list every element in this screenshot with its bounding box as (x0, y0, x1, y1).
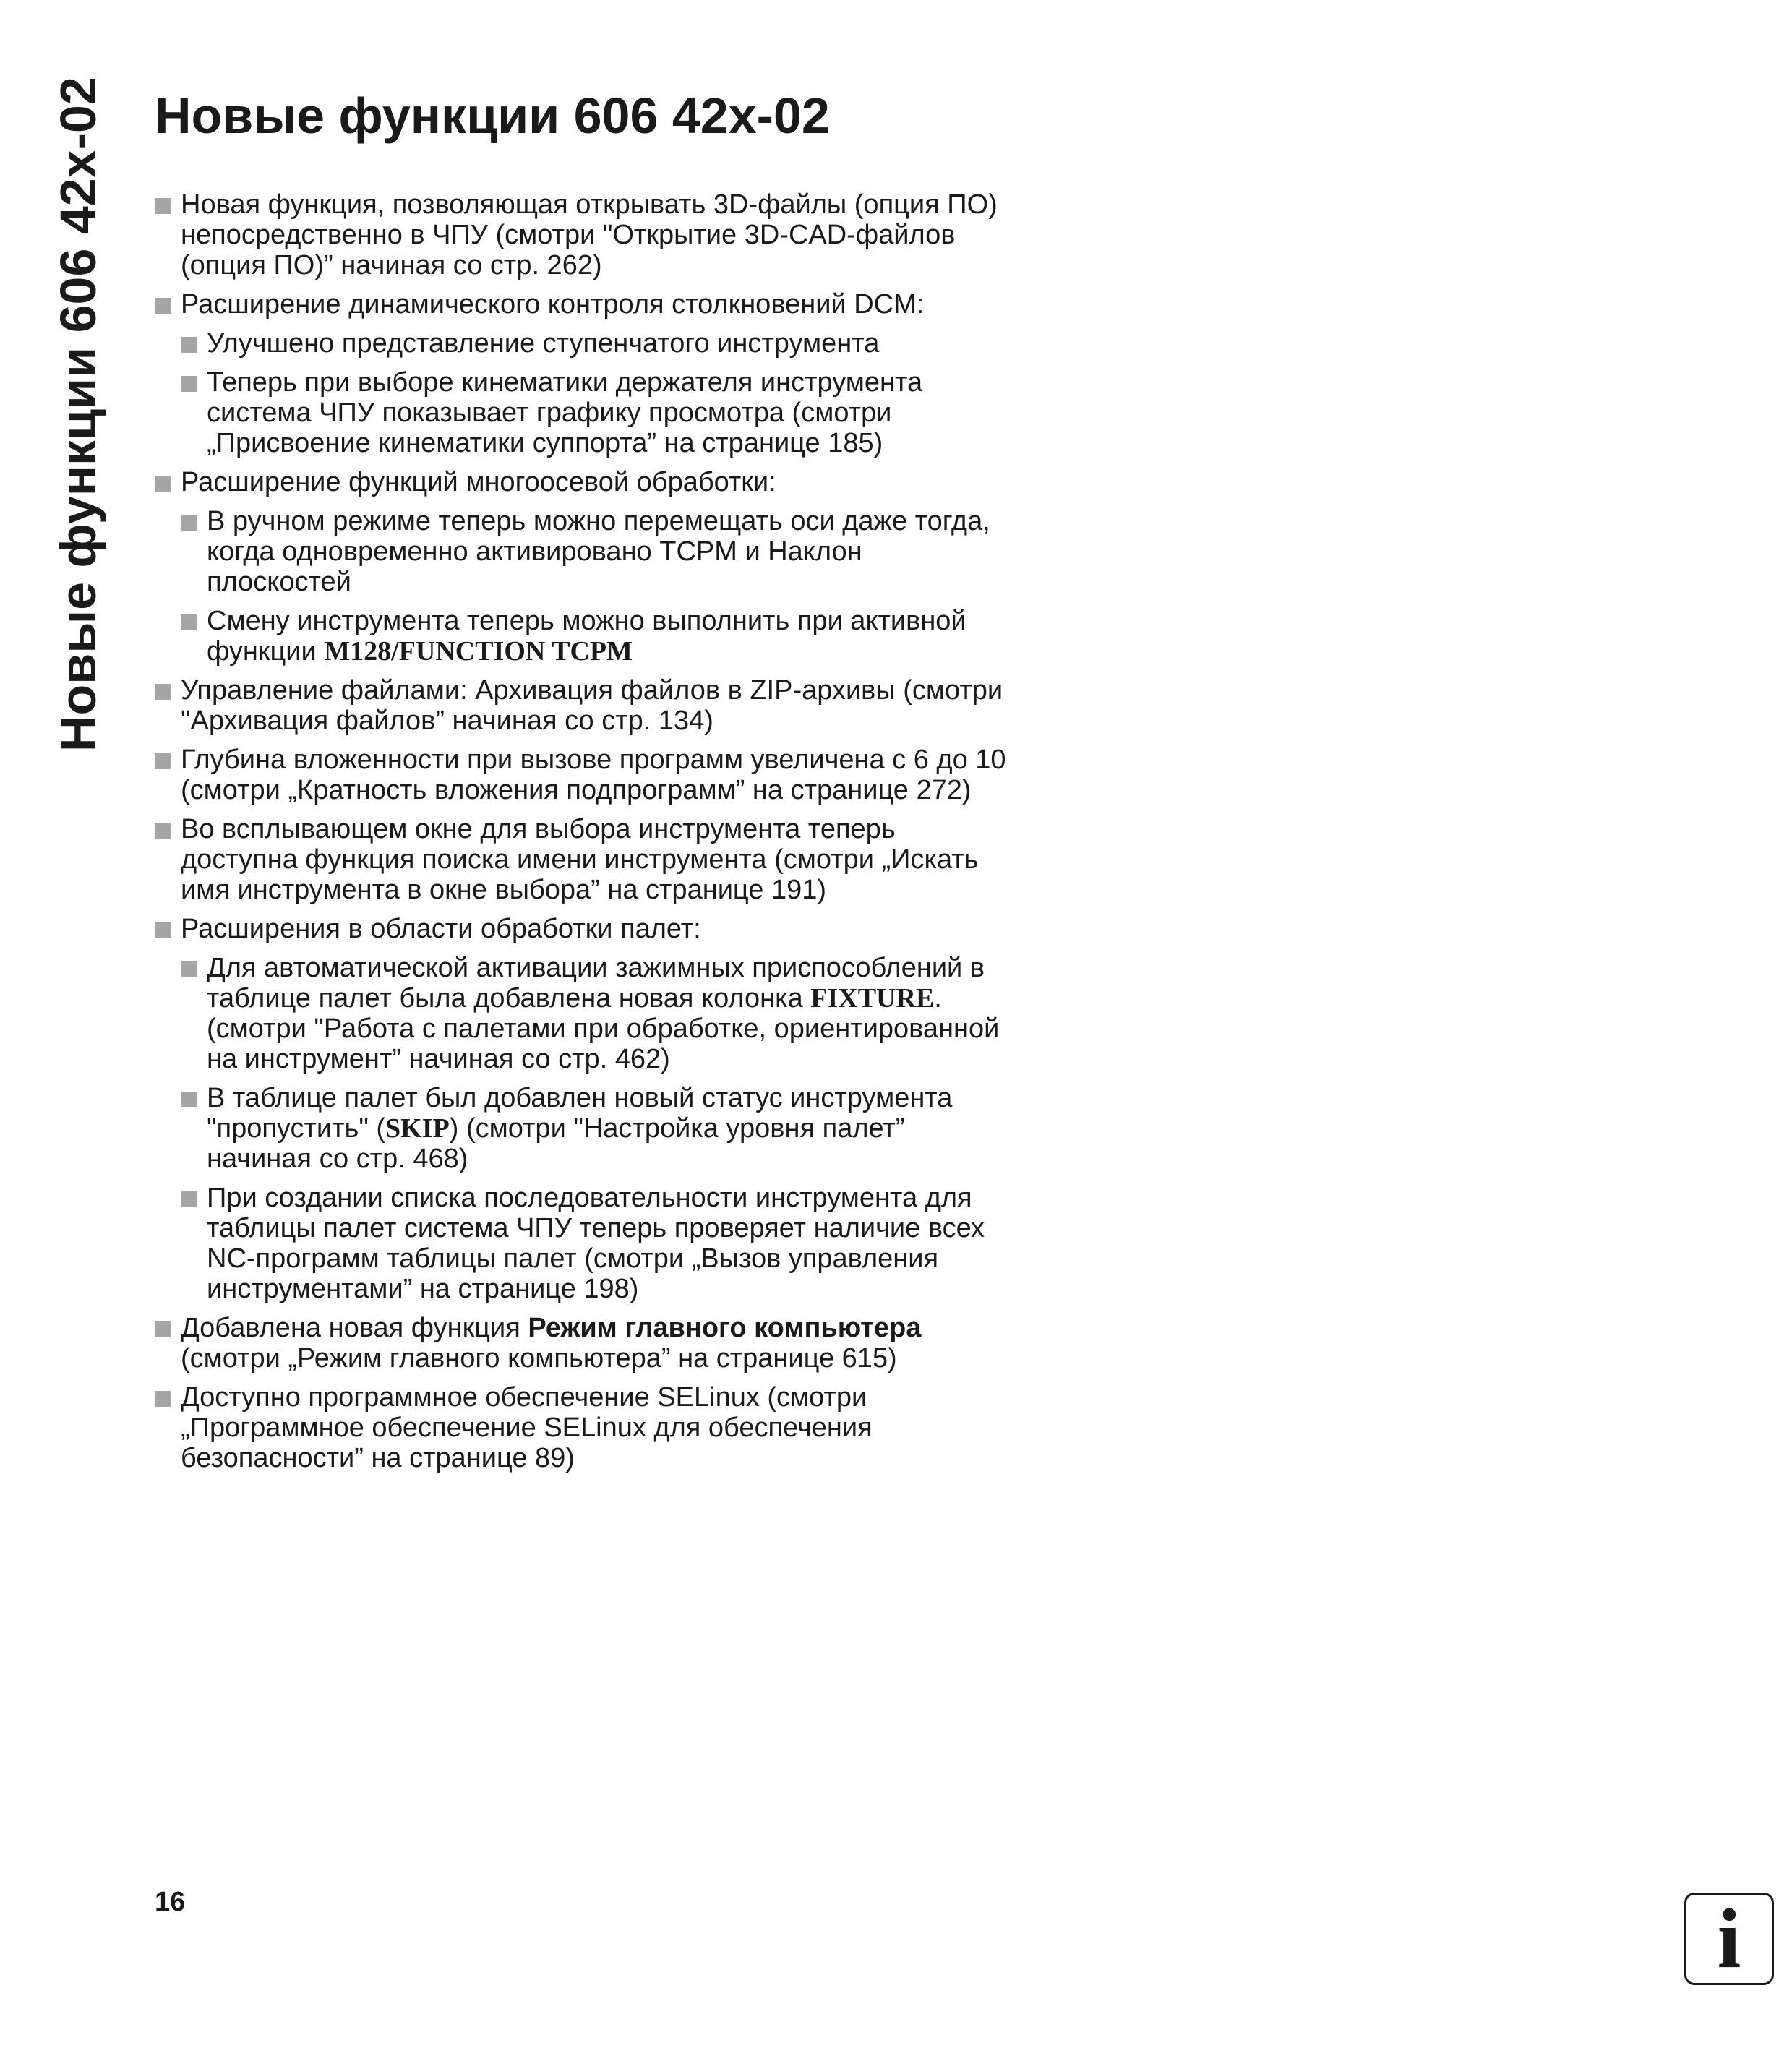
bold-term: Режим главного компьютера (528, 1313, 922, 1343)
list-item: Расширение динамического контроля столкновений DCM: Улучшено представление ступенчатого инструмента Теперь при выборе кинематики держателя инструмента система ЧПУ показывает графику просмотра (смотри „Присвоение кинематики суппорта” на странице 185) (155, 289, 1008, 458)
square-bullet-icon (155, 298, 171, 314)
square-bullet-icon (181, 337, 197, 353)
list-item: Доступно программное обеспечение SELinux (смотри „Программное обеспечение SELinux для обеспечения безопасности” на странице 89) (155, 1382, 1008, 1473)
code-term: SKIP (385, 1113, 450, 1144)
sub-list-item: В ручном режиме теперь можно перемещать оси даже тогда, когда одновременно активировано TCPM и Наклон плоскостей (181, 506, 1008, 597)
code-term: FIXTURE (810, 983, 935, 1014)
code-term: M128/FUNCTION TCPM (324, 636, 633, 667)
square-bullet-icon (155, 684, 171, 700)
page-title: Новые функции 606 42x-02 (155, 87, 830, 144)
sub-list-item: Улучшено представление ступенчатого инструмента (181, 328, 1008, 359)
list-item: Расширения в области обработки палет: Для автоматической активации зажимных приспособлений в таблице палет была добавлена новая колонка FIXTURE. (смотри "Работа с палетами при обработке, ориентированной на инструмент” начиная со стр. 462) В таблице палет был добавлен новый статус инструмента "пропустить" (SKIP) (смотри "Настройка уровня палет” начиная со стр. 468) При создании списка последовательности инструмента для таблицы палет система ЧПУ теперь проверяет наличие всех NC-программ таблицы палет (смотри „Вызов управления инструментами” на странице 198) (155, 914, 1008, 1304)
list-item: Глубина вложенности при вызове программ увеличена с 6 до 10 (смотри „Кратность вложения подпрограмм” на странице 272) (155, 745, 1008, 805)
square-bullet-icon (155, 1321, 171, 1337)
list-item: Новая функция, позволяющая открывать 3D-файлы (опция ПО) непосредственно в ЧПУ (смотри "Открытие 3D-CAD-файлов (опция ПО)” начиная со стр. 262) (155, 189, 1008, 280)
sub-list-item: Смену инструмента теперь можно выполнить при активной функции M128/FUNCTION TCPM (181, 606, 1008, 667)
info-icon: i (1684, 1893, 1774, 1985)
square-bullet-icon (181, 614, 197, 630)
sub-list (181, 506, 1008, 667)
square-bullet-icon (155, 476, 171, 492)
sub-list (181, 328, 1008, 458)
list-item: Управление файлами: Архивация файлов в ZIP-архивы (смотри "Архивация файлов” начиная со стр. 134) (155, 675, 1008, 736)
side-title: Новые функции 606 42x-02 (50, 77, 106, 752)
square-bullet-icon (155, 1391, 171, 1407)
square-bullet-icon (181, 376, 197, 392)
square-bullet-icon (181, 515, 197, 531)
list-item: Добавлена новая функция Режим главного компьютера (смотри „Режим главного компьютера” на странице 615) (155, 1313, 1008, 1374)
square-bullet-icon (155, 753, 171, 769)
square-bullet-icon (155, 922, 171, 938)
list-item: Во всплывающем окне для выбора инструмента теперь доступна функция поиска имени инструмента (смотри „Искать имя инструмента в окне выбора” на странице 191) (155, 814, 1008, 905)
square-bullet-icon (181, 961, 197, 977)
sub-list-item: При создании списка последовательности инструмента для таблицы палет система ЧПУ теперь проверяет наличие всех NC-программ таблицы палет (смотри „Вызов управления инструментами” на странице 198) (181, 1183, 1008, 1304)
square-bullet-icon (181, 1191, 197, 1207)
square-bullet-icon (155, 198, 171, 214)
list-item: Расширение функций многоосевой обработки: В ручном режиме теперь можно перемещать оси даже тогда, когда одновременно активировано TCPM и Наклон плоскостей Смену инструмента теперь можно выполнить при активной функции M128/FUNCTION TCPM (155, 467, 1008, 667)
sub-list (181, 953, 1008, 1304)
square-bullet-icon (155, 823, 171, 839)
square-bullet-icon (181, 1092, 197, 1107)
sub-list-item: Теперь при выборе кинематики держателя инструмента система ЧПУ показывает графику просмотра (смотри „Присвоение кинематики суппорта” на странице 185) (181, 367, 1008, 458)
page-number: 16 (155, 1887, 186, 1917)
sub-list-item: В таблице палет был добавлен новый статус инструмента "пропустить" (SKIP) (смотри "Настройка уровня палет” начиная со стр. 468) (181, 1083, 1008, 1174)
sub-list-item: Для автоматической активации зажимных приспособлений в таблице палет была добавлена новая колонка FIXTURE. (смотри "Работа с палетами при обработке, ориентированной на инструмент” начиная со стр. 462) (181, 953, 1008, 1074)
feature-list (155, 189, 1008, 1482)
